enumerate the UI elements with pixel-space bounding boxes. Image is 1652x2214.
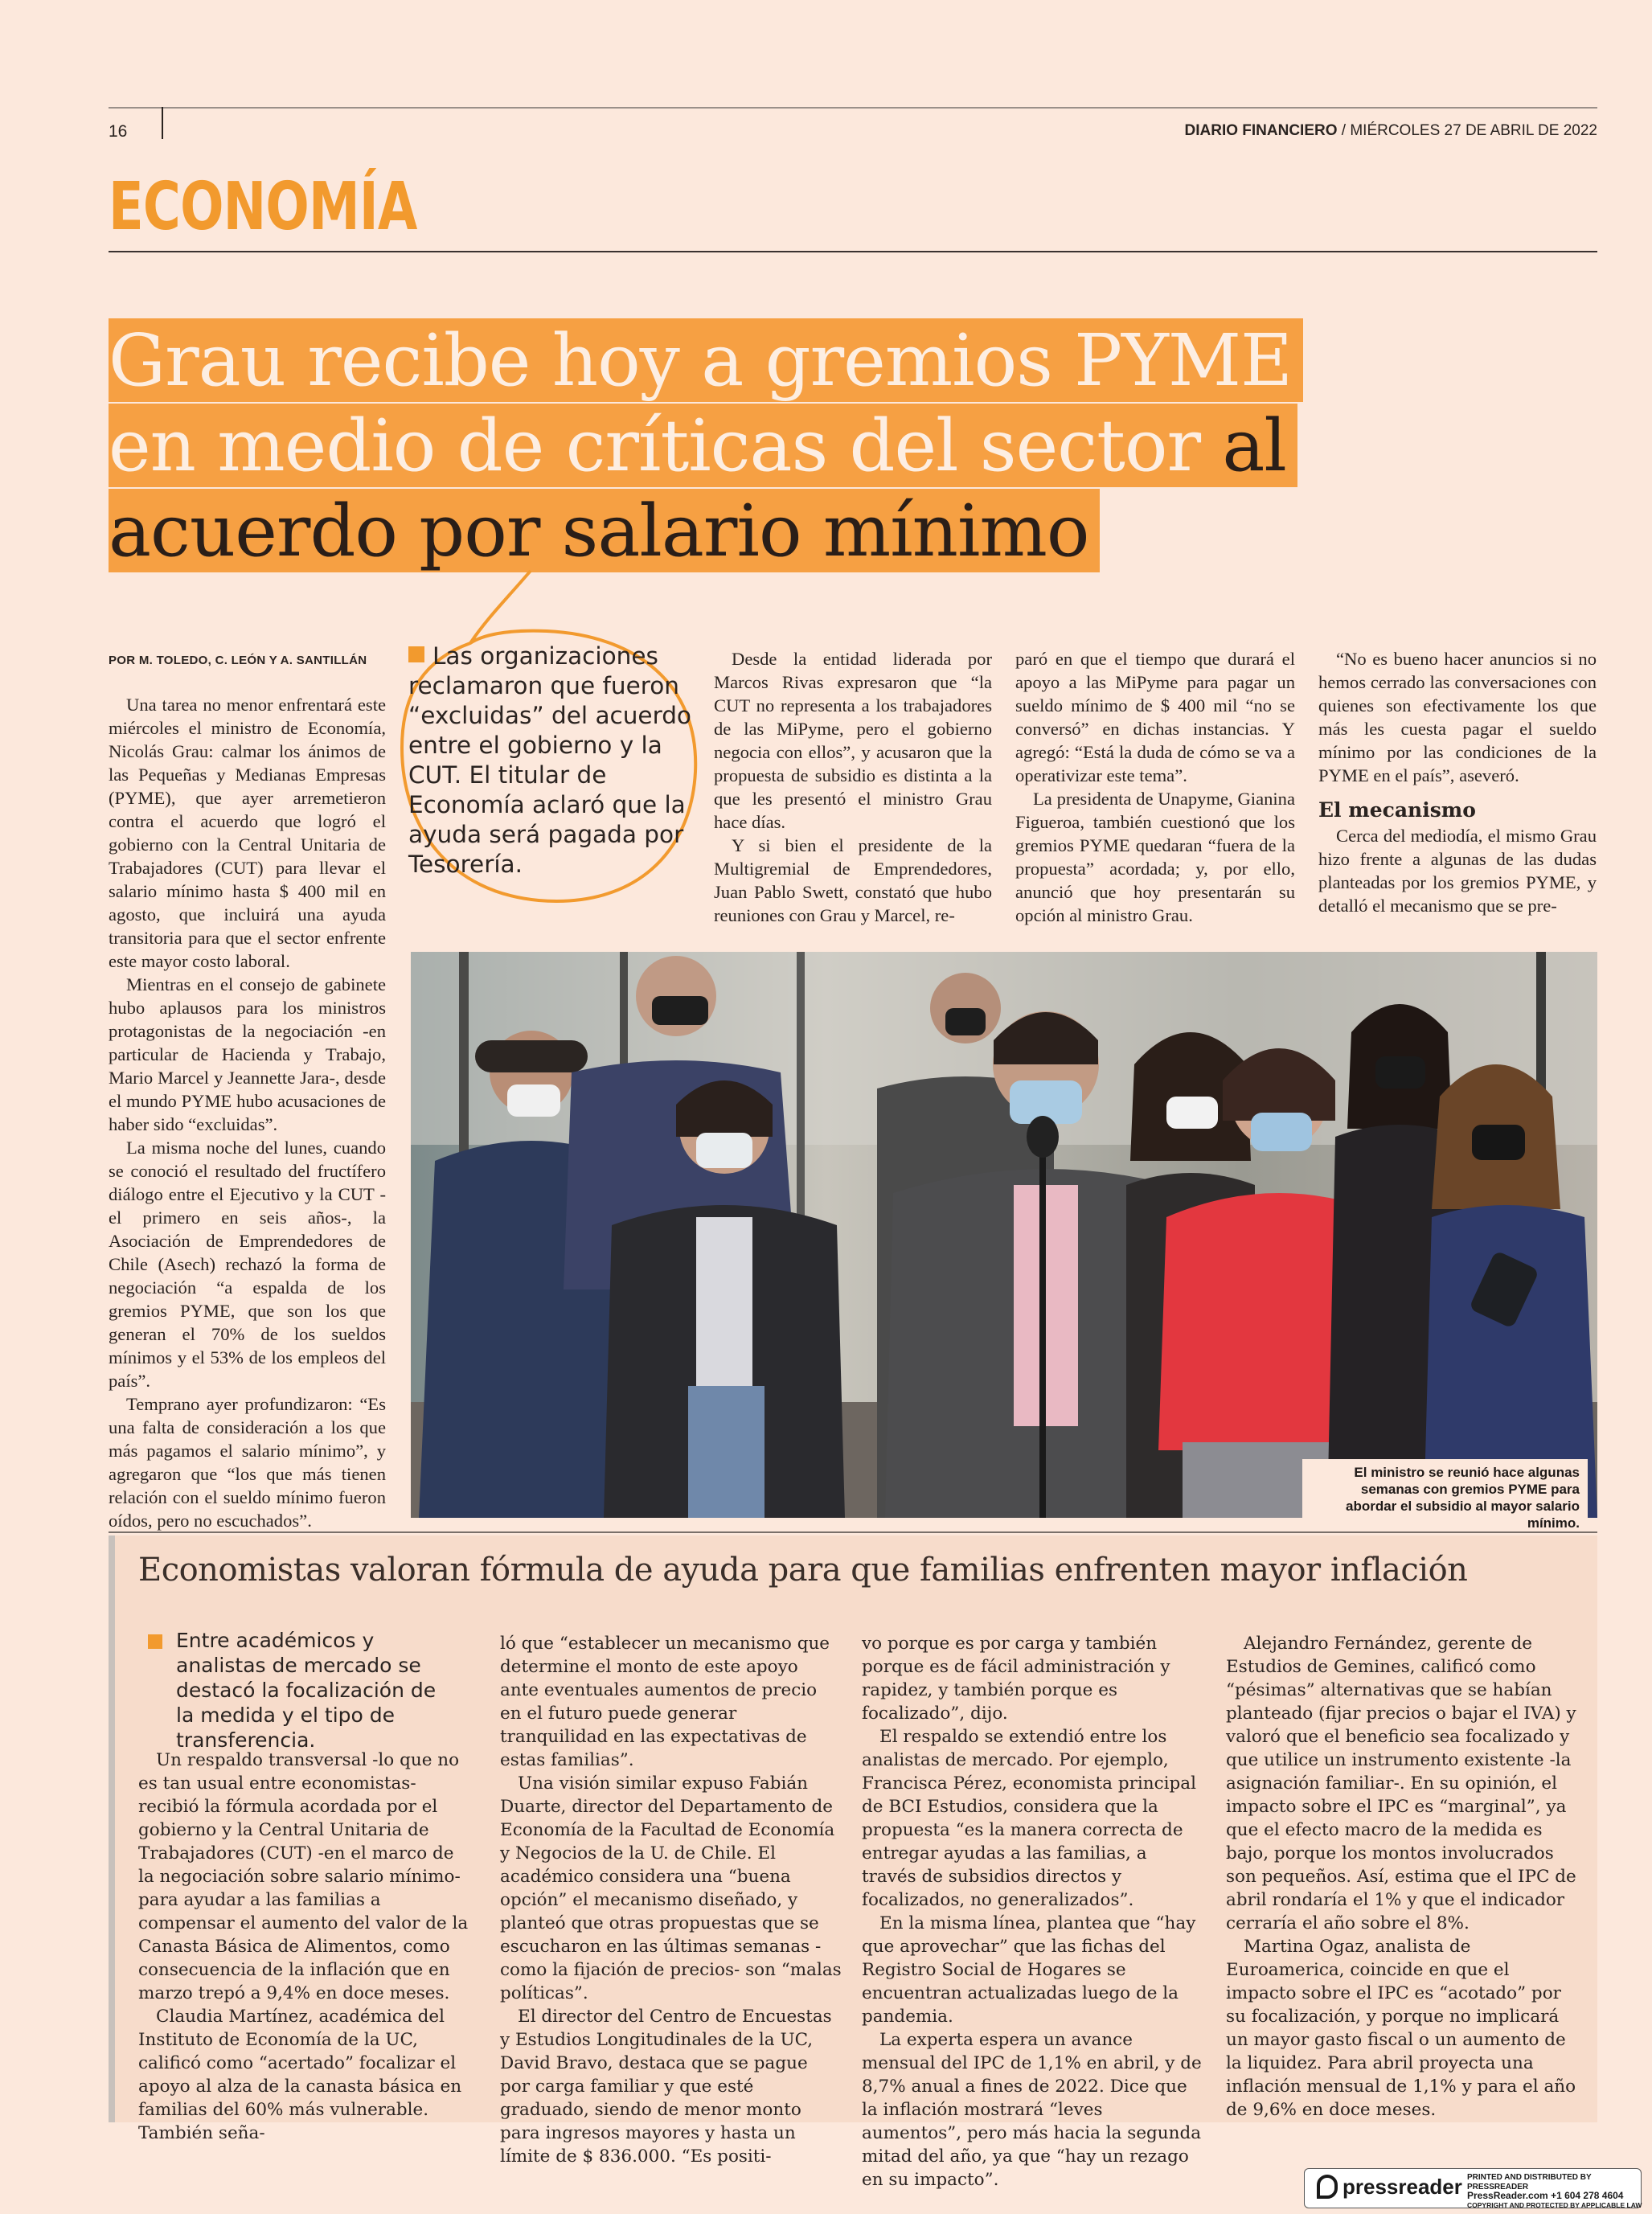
publication-line (1185, 122, 1598, 140)
bullet-square-icon (408, 646, 424, 662)
paragraph: En la misma línea, plantea que “hay que aprovechar” que las fichas del Registro Social de Hogares se encuentran actualizadas luego de la pandemia. (862, 1913, 1196, 2027)
paragraph: Mientras en el consejo de gabinete hubo aplausos para los ministros protagonistas de la negociación -en particular de Hacienda y Trabajo, Mario Marcel y Jeannette Jara-, desde el mundo PYME hubo acusaciones de haber sido “excluidas”. (109, 974, 386, 1134)
box-column-2 (500, 1632, 842, 2168)
box-column-3 (862, 1632, 1203, 2191)
paragraph: Claudia Martínez, académica del Instituto de Economía de la UC, calificó como “acertado” focalizar el apoyo al alza de la canasta básica en familias del 60% más vulnerable. También seña- (138, 2007, 462, 2143)
publication-name: DIARIO FINANCIERO (1184, 122, 1338, 139)
paragraph: paró en que el tiempo que durará el apoyo a las MiPyme para pagar un sueldo mínimo de $ 400 mil “no se conversó” en dichas instancias. Y agregó: “Está la duda de cómo se va a operativizar este tema”. (1015, 649, 1295, 785)
paragraph: Cerca del mediodía, el mismo Grau hizo frente a algunas de las dudas planteadas por los gremios PYME, y detalló el mecanismo que se pre- (1318, 826, 1597, 916)
paragraph: La experta espera un avance mensual del IPC de 1,1% en abril, y de 8,7% anual a fines de 2022. Dice que la inflación mostrará “leves aumentos”, pero más hacia la segunda mitad del año, ya que “hay un rezago en su impacto”. (862, 2030, 1202, 2190)
pressreader-line-2: PressReader.com +1 604 278 4604 (1467, 2190, 1624, 2201)
pressreader-icon (1317, 2175, 1338, 2199)
photo-illustration (411, 952, 1597, 1518)
paragraph: Una tarea no menor enfrentará este miércoles el ministro de Economía, Nicolás Grau: calmar los ánimos de las Pequeñas y Medianas Empresas (PYME), que ayer arremetieron contra el acuerdo que logró el gobierno con la Central Unitaria de Trabajadores (CUT) para llevar el salario mínimo hasta $ 400 mil en agosto, que incluirá una ayuda transitoria para que el sector enfrente este mayor costo laboral. (109, 695, 386, 971)
section-title: ECONOMÍA (109, 169, 417, 245)
box-rule (109, 1531, 1597, 1533)
pressreader-line-1: PRINTED AND DISTRIBUTED BY PRESSREADER (1467, 2173, 1592, 2191)
box-column-1 (138, 1749, 472, 2145)
paragraph: Un respaldo transversal -lo que no es tan usual entre economistas- recibió la fórmula acordada por el gobierno y la Central Unitaria de Trabajadores (CUT) -en el marco de la negociación sobre salario mínimo- para ayudar a las familias a compensar el aumento del valor de la Canasta Básica de Alimentos, como consecuencia de la inflación que en marzo trepó a 9,4% en doce meses. (138, 1750, 469, 2003)
paragraph: Desde la entidad liderada por Marcos Rivas expresaron que “la CUT no representa a los trabajadores de las MiPyme, pero el gobierno negocia con ellos”, y acusaron que la propuesta de subsidio es distinta a la que les presentó el ministro Grau hace días. (714, 649, 992, 832)
article-column-3 (714, 647, 992, 927)
pull-quote (408, 642, 694, 879)
page-divider (162, 107, 163, 139)
paragraph: La presidenta de Unapyme, Gianina Figueroa, también cuestionó que los gremios PYME quedaran “fuera de la propuesta” acordada; y, por ello, anunció que hoy presentarán su opción al ministro Grau. (1015, 789, 1295, 925)
paragraph: La misma noche del lunes, cuando se conoció el resultado del fructífero diálogo entre el Ejecutivo y la CUT -el primero en seis años-, la Asociación de Emprendedores de Chile (Asech) rechazó la forma de negociación “a espalda de los gremios PYME, que son los que generan el 70% de los sueldos mínimos y el 53% de los empleos del país”. (109, 1138, 386, 1391)
page-number: 16 (109, 122, 128, 141)
pressreader-brand: pressreader (1343, 2175, 1462, 2199)
paragraph: Temprano ayer profundizaron: “Es una falta de consideración a los que más pagamos el salario mínimo”, y agregaron que “los que más tienen relación con el sueldo mínimo fueron oídos, pero no escuchados”. (109, 1394, 386, 1531)
subheading: El mecanismo (1318, 798, 1476, 822)
article-column-5 (1318, 647, 1597, 917)
headline-line-3: acuerdo por salario mínimo (109, 489, 1100, 572)
paragraph: El director del Centro de Encuestas y Estudios Longitudinales de la UC, David Bravo, destaca que se pague por carga familiar y que esté graduado, siendo de menor monto para ingresos mayores y hasta un límite de $ 836.000. “Es positi- (500, 2007, 832, 2167)
pressreader-line-3: COPYRIGHT AND PROTECTED BY APPLICABLE LAW (1467, 2200, 1642, 2209)
photo-caption: El ministro se reunió hace algunas semanas con gremios PYME para abordar el subsidio al mayor salario mínimo. (1302, 1459, 1588, 1536)
news-photo (411, 952, 1597, 1518)
top-rule (109, 107, 1597, 109)
article-column-4 (1015, 647, 1295, 927)
section-rule (109, 251, 1597, 252)
publication-date: / MIÉRCOLES 27 DE ABRIL DE 2022 (1341, 122, 1597, 139)
box-pull-quote (148, 1628, 453, 1753)
byline: POR M. TOLEDO, C. LEÓN Y A. SANTILLÁN (109, 654, 367, 667)
paragraph: ló que “establecer un mecanismo que determine el monto de este apoyo ante eventuales aumentos de precio en el futuro puede generar tranquilidad en las expectativas de estas familias”. (500, 1634, 830, 1770)
headline-line-1: Grau recibe hoy a gremios PYME (109, 318, 1303, 402)
paragraph: Y si bien el presidente de la Multigremial de Emprendedores, Juan Pablo Swett, constató que hubo reuniones con Grau y Marcel, re- (714, 835, 992, 925)
headline-line-2-dark: al (1222, 404, 1286, 487)
paragraph: “No es bueno hacer anuncios si no hemos cerrado las conversaciones con quienes son efectivamente los que más les cuesta pagar el sueldo mínimo por las condiciones de la PYME en el país”, aseveró. (1318, 649, 1597, 785)
box-pull-text: Entre académicos y analistas de mercado se destacó la focalización de la medida y el tipo de transferencia. (176, 1629, 437, 1752)
headline-line-2: en medio de críticas del sector (109, 404, 1201, 487)
pressreader-notice (1467, 2173, 1652, 2210)
box-title: Economistas valoran fórmula de ayuda para que familias enfrenten mayor inflación (138, 1552, 1468, 1589)
paragraph: Martina Ogaz, analista de Euroamerica, coincide en que el impacto sobre el IPC es “acotado” por su focalización, y porque no implicará un mayor gasto fiscal o un aumento de la liquidez. Para abril proyecta una inflación mensual de 1,1% y para el año de 9,6% en doce meses. (1226, 1937, 1576, 2120)
paragraph: Una visión similar expuso Fabián Duarte, director del Departamento de Economía de la Facultad de Economía y Negocios de la U. de Chile. El académico considera una “buena opción” el mecanismo diseñado, y planteó que otras propuestas que se escucharon en las últimas semanas -como la fijación de precios- son “malas políticas”. (500, 1773, 842, 2003)
pressreader-logo (1317, 2175, 1462, 2200)
paragraph: Alejandro Fernández, gerente de Estudios de Gemines, calificó como “pésimas” alternativas que se habían planteado (fijar precios o bajar el IVA) y valoró que el beneficio sea focalizado y que utilice un instrumento existente -la asignación familiar-. En su opinión, el impacto sobre el IPC es “marginal”, ya que el efecto macro de la medida es bajo, porque los montos involucrados son pequeños. Así, estima que el IPC de abril rondaría el 1% y que el indicador cerraría el año sobre el 8%. (1226, 1634, 1576, 1933)
box-column-4 (1226, 1632, 1580, 2122)
bullet-square-icon (148, 1634, 162, 1649)
paragraph: vo porque es por carga y también porque es de fácil administración y rapidez, y también porque es focalizado”, dijo. (862, 1634, 1170, 1724)
headline (109, 318, 1314, 573)
article-column-1 (109, 693, 386, 1532)
pull-quote-text: Las organizaciones reclamaron que fueron “excluidas” del acuerdo entre el gobierno y la CUT. El titular de Economía aclaró que la ayuda será pagada por Tesorería. (408, 642, 691, 878)
paragraph: El respaldo se extendió entre los analistas de mercado. Por ejemplo, Francisca Pérez, economista principal de BCI Estudios, considera que la propuesta “es la manera correcta de entregar ayudas a las familias, a través de subsidios directos y focalizados, no generalizados”. (862, 1727, 1196, 1910)
